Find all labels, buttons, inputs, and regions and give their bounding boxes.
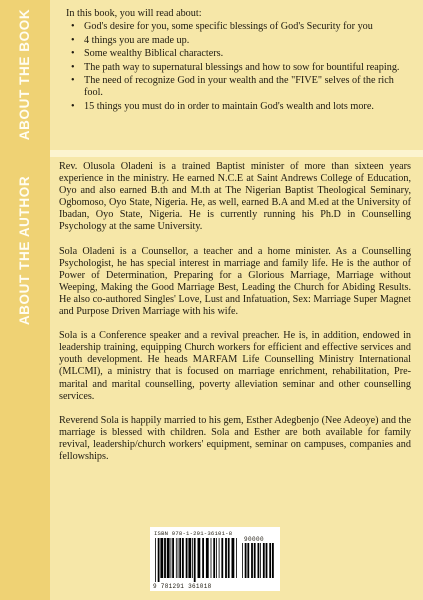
barcode-bar xyxy=(206,538,209,578)
list-item: • 15 things you must do in order to maintain God's wealth and lots more. xyxy=(84,101,411,113)
barcode-bar xyxy=(216,538,217,578)
about-the-book-label xyxy=(0,8,50,141)
barcode-bar xyxy=(269,543,271,578)
barcode-bar xyxy=(158,538,160,582)
barcode-bar xyxy=(245,543,247,578)
list-item: • Some wealthy Biblical characters. xyxy=(84,48,411,60)
barcode-bar xyxy=(160,538,163,578)
barcode-bar xyxy=(236,538,237,578)
list-item: • God's desire for you, some specific blessings of God's Security for you xyxy=(84,21,411,33)
barcode-bar xyxy=(192,538,193,578)
about-book-intro: In this book, you will read about: xyxy=(66,8,202,19)
author-paragraph: Sola is a Conference speaker and a revival preacher. He is, in addition, endowed in leadership training, equipping Church workers for efficient and effective services and youth development. He heads MARFAM Life Counselling Ministry International (MLCMI), a ministry that is focused on marriage enrichment, rehabilitation, Pre-marital and marital counselling, poverty alleviation seminar and other counselling services. xyxy=(59,330,411,402)
barcode-bar xyxy=(186,538,188,578)
author-paragraph: Reverend Sola is happily married to his gem, Esther Adegbenjo (Nee Adeoye) and the marriage is blessed with children. Sola and Esther are both available for family revival, leadership/church workers' equipment, seminar on campuses, companies and fellowships. xyxy=(59,414,411,462)
barcode-bar xyxy=(202,538,204,578)
about-book-section xyxy=(66,8,411,114)
barcode-bar xyxy=(155,538,156,582)
about-author-section xyxy=(59,161,411,475)
ean-number: 9 781291 361018 xyxy=(153,583,212,590)
barcode-bar xyxy=(254,543,256,578)
about-the-book-label-text: ABOUT THE BOOK xyxy=(17,8,33,141)
barcode-bar xyxy=(171,538,172,578)
barcode-bar xyxy=(176,538,177,578)
about-the-author-label xyxy=(0,163,50,338)
barcode-bar xyxy=(260,543,261,578)
barcode-bar xyxy=(251,543,253,578)
barcode-bar xyxy=(172,538,174,578)
list-item: • The need of recognize God in your wealth and the "FIVE" selves of the rich fool. xyxy=(84,75,411,100)
price-addon-number: 90000 xyxy=(244,536,265,543)
barcode-bar xyxy=(219,538,220,578)
about-book-list xyxy=(66,21,411,113)
author-paragraph: Rev. Olusola Oladeni is a trained Baptist minister of more than sixteen years experience in the ministry. He earned N.C.E at Saint Andrews College of Education, Oyo and also earned B.th and M.th at The Nigerian Baptist Theological Seminary, Ogbomoso, Oyo State, Nigeria. He, as well, earned B.A and M.ed at the University of Ibadan, Oyo State, Nigeria. He is currently running his Ph.D in Counselling Psychology at the same University. xyxy=(59,161,411,233)
barcode-bar xyxy=(258,543,260,578)
addon-barcode-bars xyxy=(242,543,274,582)
barcode-bar xyxy=(188,538,191,578)
about-the-author-label-text: ABOUT THE AUTHOR xyxy=(17,175,33,326)
barcode-bar xyxy=(266,543,268,578)
barcode-box xyxy=(150,527,280,591)
list-item: • 4 things you are made up. xyxy=(84,35,411,47)
barcode-bar xyxy=(232,538,235,578)
barcode-bar xyxy=(263,543,265,578)
barcode-bar xyxy=(211,538,212,578)
barcode-bar xyxy=(272,543,274,578)
barcode-bar xyxy=(179,538,181,578)
barcode-bar xyxy=(182,538,184,578)
barcode-bar xyxy=(167,538,170,578)
list-item: • The path way to supernatural blessings and how to sow for bountiful reaping. xyxy=(84,62,411,74)
barcode-bar xyxy=(225,538,227,578)
barcode-bar xyxy=(221,538,223,578)
isbn-text: ISBN 978-1-291-36101-8 xyxy=(154,530,233,537)
barcode-bar xyxy=(242,543,243,578)
barcode-bar xyxy=(247,543,249,578)
section-divider xyxy=(50,150,423,157)
author-paragraph: Sola Oladeni is a Counsellor, a teacher and a home minister. As a Counselling Psychologist, he has special interest in marriage and family life. He is the author of Power of Determination, Preparing for a Glorious Marriage, Marriage without Weeping, Making the Good Marriage Best, Leading the Church for Abiding Results. He also co-authored Singles' Love, Lust and Infatuation, Sex: Marriage Super Magnet and Purpose Driven Marriage with his wife. xyxy=(59,245,411,318)
barcode-bar xyxy=(228,538,230,578)
ean-barcode-bars xyxy=(155,538,239,582)
barcode-bar xyxy=(198,538,201,578)
barcode-bar xyxy=(213,538,215,578)
barcode-bar xyxy=(164,538,166,578)
barcode-bar xyxy=(178,538,179,578)
barcode-bar xyxy=(194,538,196,582)
